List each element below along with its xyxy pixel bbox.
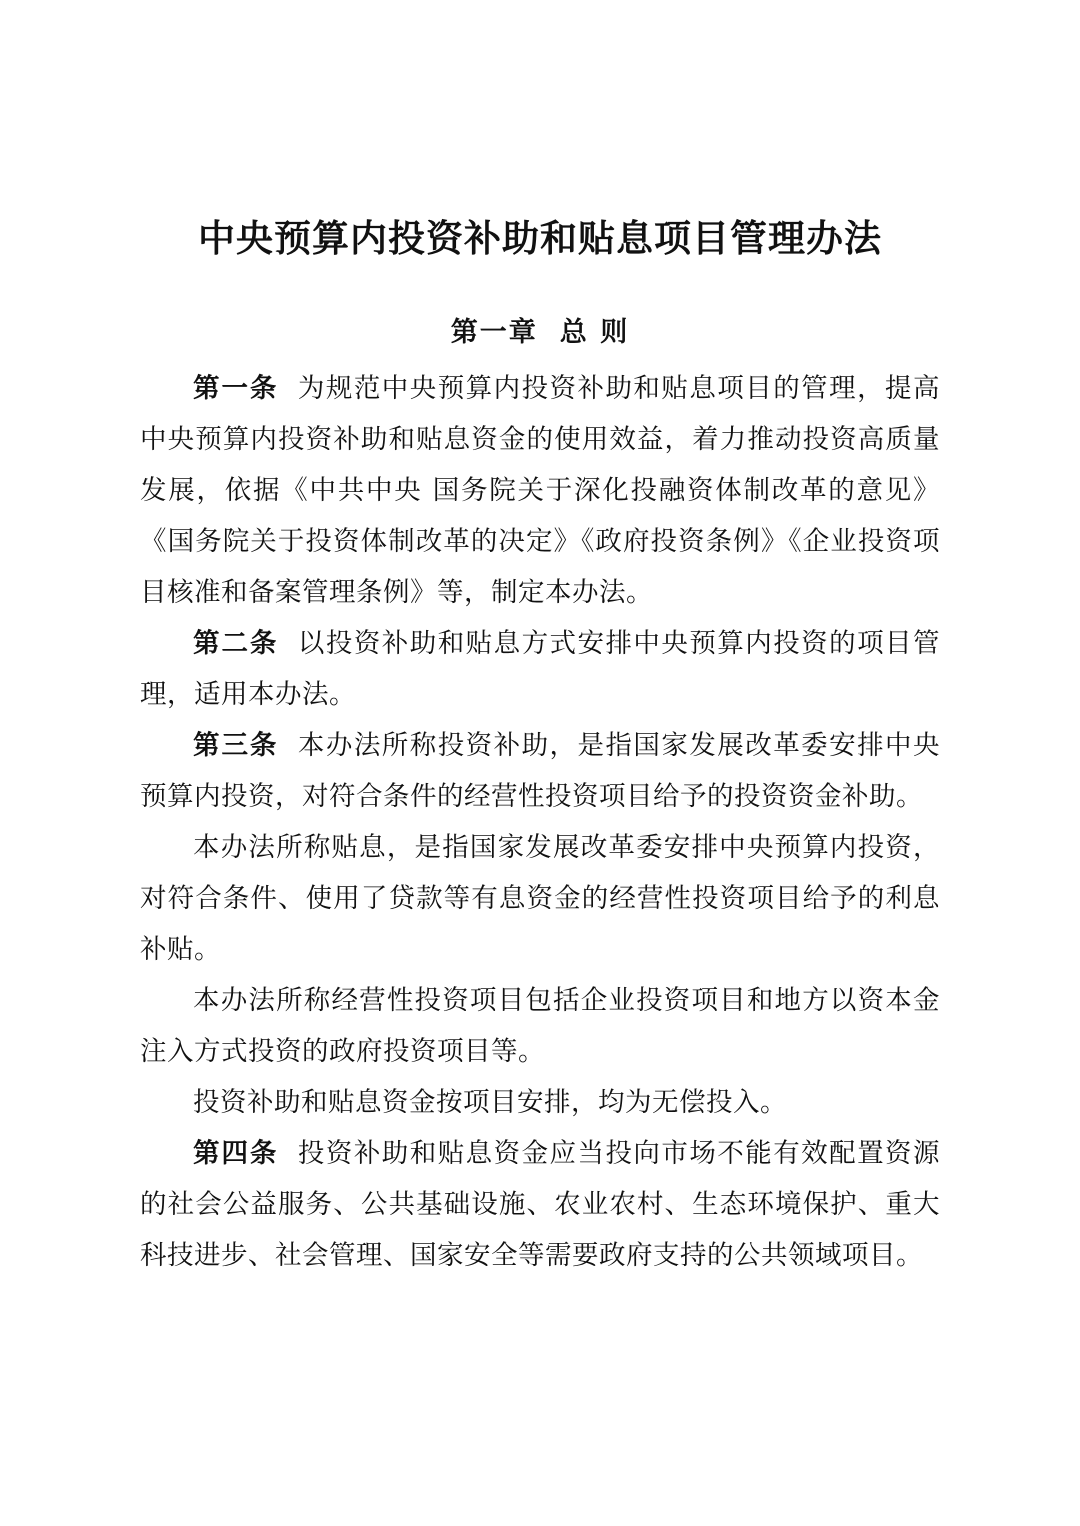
article-label: 第四条 <box>193 1137 279 1169</box>
article-text: 本办法所称经营性投资项目包括企业投资项目和地方以资本金注入方式投资的政府投资项目等。 <box>140 984 940 1067</box>
page-title: 中央预算内投资补助和贴息项目管理办法 <box>198 216 882 260</box>
article-paragraph <box>140 1077 940 1128</box>
article-paragraph <box>140 720 940 822</box>
article-text: 本办法所称贴息，是指国家发展改革委安排中央预算内投资，对符合条件、使用了贷款等有息资金的经营性投资项目给予的利息补贴。 <box>140 831 940 965</box>
article-text: 为规范中央预算内投资补助和贴息项目的管理，提高中央预算内投资补助和贴息资金的使用效益，着力推动投资高质量发展，依据《中共中央 国务院关于深化投融资体制改革的意见》《国务院关于投资体制改革的决定》《政府投资条例》《企业投资项目核准和备案管理条例》等，制定本办法。 <box>140 372 941 608</box>
article-paragraph <box>140 822 940 975</box>
chapter-name: 总 则 <box>559 316 630 348</box>
article-paragraph <box>140 618 940 720</box>
article-text: 投资补助和贴息资金按项目安排，均为无偿投入。 <box>193 1086 787 1118</box>
article-label: 第二条 <box>193 627 279 659</box>
article-text: 以投资补助和贴息方式安排中央预算内投资的项目管理，适用本办法。 <box>140 627 941 710</box>
chapter-heading <box>140 310 940 349</box>
chapter-number: 第一章 <box>450 316 538 348</box>
article-paragraph <box>140 1128 940 1281</box>
article-paragraph <box>140 363 940 618</box>
article-label: 第一条 <box>193 372 279 404</box>
article-paragraph <box>140 975 940 1077</box>
article-text: 本办法所称投资补助，是指国家发展改革委安排中央预算内投资，对符合条件的经营性投资项目给予的投资资金补助。 <box>140 729 941 812</box>
article-text: 投资补助和贴息资金应当投向市场不能有效配置资源的社会公益服务、公共基础设施、农业农村、生态环境保护、重大科技进步、社会管理、国家安全等需要政府支持的公共领域项目。 <box>140 1137 941 1271</box>
article-label: 第三条 <box>193 729 279 761</box>
